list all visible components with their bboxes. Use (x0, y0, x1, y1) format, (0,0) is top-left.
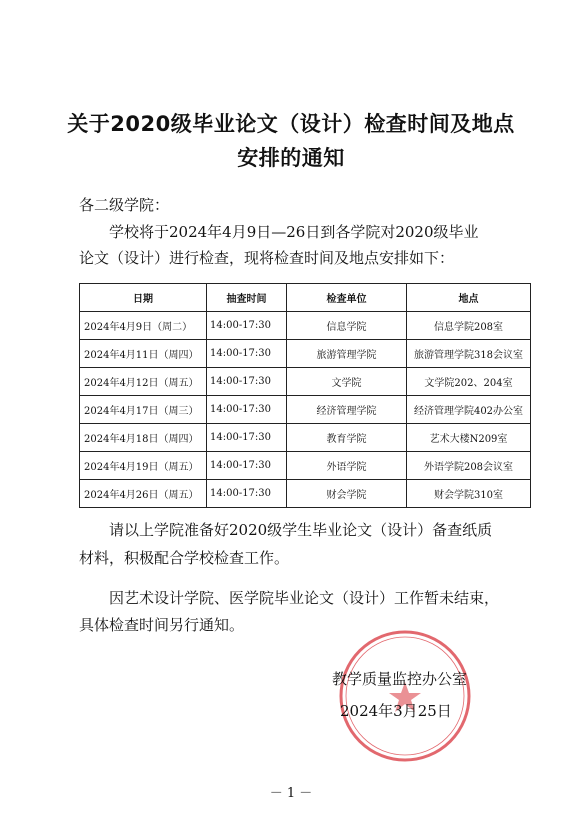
intro-line-1: 学校将于2024年4月9日—26日到各学院对2020级毕业 (109, 223, 479, 241)
cell-location: 外语学院208会议室 (407, 452, 531, 480)
cell-date: 2024年4月19日（周五） (80, 452, 207, 480)
cell-location: 艺术大楼N209室 (407, 424, 531, 452)
header-location: 地点 (407, 284, 531, 312)
table-row (80, 312, 531, 340)
cell-unit: 信息学院 (287, 312, 407, 340)
cell-unit: 教育学院 (287, 424, 407, 452)
intro-line-2: 论文（设计）进行检查，现将检查时间及地点安排如下： (79, 249, 455, 267)
cell-unit: 经济管理学院 (287, 396, 407, 424)
table-row (80, 452, 531, 480)
title-line-2: 安排的通知 (237, 146, 345, 170)
cell-unit: 财会学院 (287, 480, 407, 508)
table-row (80, 480, 531, 508)
signature-date: 2024年3月25日 (340, 702, 452, 720)
cell-time: 14:00-17:30 (207, 312, 287, 340)
cell-time: 14:00-17:30 (207, 396, 287, 424)
cell-date: 2024年4月12日（周五） (80, 368, 207, 396)
cell-date: 2024年4月18日（周四） (80, 424, 207, 452)
cell-location: 文学院202、204室 (407, 368, 531, 396)
cell-time: 14:00-17:30 (207, 340, 287, 368)
body-p1-line-2: 材料，积极配合学校检查工作。 (79, 549, 290, 567)
cell-date: 2024年4月26日（周五） (80, 480, 207, 508)
cell-location: 经济管理学院402办公室 (407, 396, 531, 424)
schedule-table (79, 283, 531, 508)
cell-unit: 文学院 (287, 368, 407, 396)
table-row (80, 368, 531, 396)
table-row (80, 396, 531, 424)
header-time: 抽查时间 (207, 284, 287, 312)
signature-office: 教学质量监控办公室 (332, 670, 468, 688)
cell-unit: 外语学院 (287, 452, 407, 480)
body-p2-line-1: 因艺术设计学院、医学院毕业论文（设计）工作暂未结束， (109, 589, 500, 607)
cell-time: 14:00-17:30 (207, 368, 287, 396)
cell-time: 14:00-17:30 (207, 424, 287, 452)
cell-location: 旅游管理学院318会议室 (407, 340, 531, 368)
header-unit: 检查单位 (287, 284, 407, 312)
official-seal-icon (337, 628, 473, 764)
table-header-row (80, 284, 531, 312)
table-row (80, 340, 531, 368)
body-p2-line-2: 具体检查时间另行通知。 (79, 616, 245, 634)
title-line-1: 关于2020级毕业论文（设计）检查时间及地点 (67, 112, 515, 136)
cell-date: 2024年4月11日（周四） (80, 340, 207, 368)
table-row (80, 424, 531, 452)
cell-date: 2024年4月17日（周三） (80, 396, 207, 424)
header-date: 日期 (80, 284, 207, 312)
cell-unit: 旅游管理学院 (287, 340, 407, 368)
cell-time: 14:00-17:30 (207, 452, 287, 480)
cell-time: 14:00-17:30 (207, 480, 287, 508)
page-number: － 1 － (269, 786, 313, 801)
cell-location: 信息学院208室 (407, 312, 531, 340)
salutation: 各二级学院： (79, 196, 170, 214)
cell-location: 财会学院310室 (407, 480, 531, 508)
body-p1-line-1: 请以上学院准备好2020级学生毕业论文（设计）备查纸质 (109, 521, 493, 539)
cell-date: 2024年4月9日（周二） (80, 312, 207, 340)
